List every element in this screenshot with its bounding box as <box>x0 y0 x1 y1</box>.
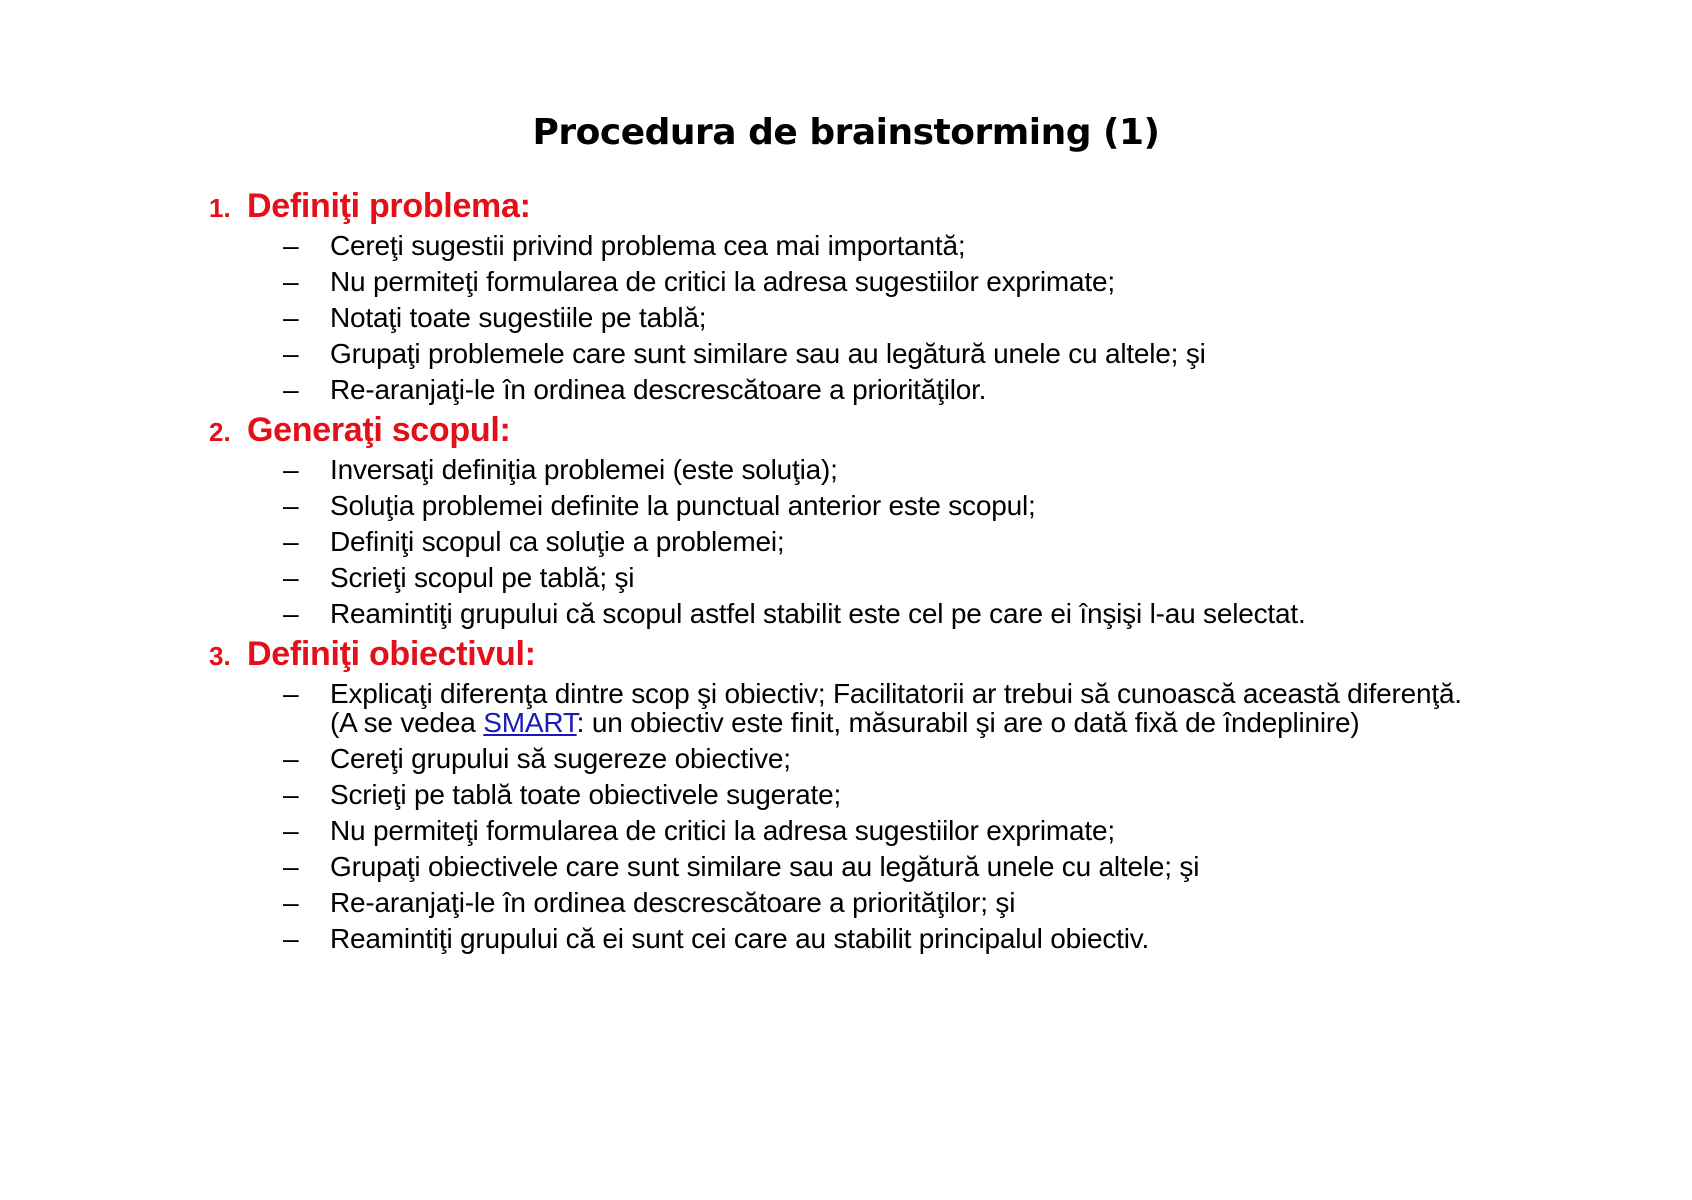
dash-bullet-icon: – <box>283 743 299 774</box>
smart-link[interactable]: SMART <box>483 707 577 738</box>
list-item-text: Scrieţi scopul pe tablă; şi <box>330 562 635 593</box>
list-item-text: Reamintiţi grupului că ei sunt cei care au stabilit principalul obiectiv. <box>330 923 1150 954</box>
list-item-text: Cereţi grupului să sugereze obiective; <box>330 743 791 774</box>
list-item <box>209 741 1509 777</box>
section-define-objective <box>209 632 1509 957</box>
list-item <box>209 488 1509 524</box>
list-item <box>209 560 1509 596</box>
list-item-text: Grupaţi obiectivele care sunt similare sau au legătură unele cu altele; şi <box>330 851 1200 882</box>
list-item-text: Notaţi toate sugestiile pe tablă; <box>330 302 707 333</box>
text-after-link: : un obiectiv este finit, măsurabil şi are o dată fixă de îndeplinire) <box>576 707 1360 738</box>
dash-bullet-icon: – <box>283 454 299 485</box>
dash-bullet-icon: – <box>283 562 299 593</box>
list-item <box>209 264 1509 300</box>
dash-bullet-icon: – <box>283 526 299 557</box>
list-item-text: Grupaţi problemele care sunt similare sau au legătură unele cu altele; şi <box>330 338 1206 369</box>
section-title: Definiţi problema: <box>247 187 531 225</box>
list-item <box>209 372 1509 408</box>
dash-bullet-icon: – <box>283 302 299 333</box>
list-item <box>209 228 1509 264</box>
list-item <box>209 921 1509 957</box>
dash-bullet-icon: – <box>283 678 299 709</box>
section-generate-goal <box>209 408 1509 632</box>
list-item-text: Nu permiteţi formularea de critici la adresa sugestiilor exprimate; <box>330 815 1115 846</box>
dash-bullet-icon: – <box>283 598 299 629</box>
text-before-link: Explicaţi diferenţa dintre scop şi obiectiv; Facilitatorii ar trebui să cunoască această diferenţă. (A se vedea <box>330 678 1462 738</box>
section-title: Definiţi obiectivul: <box>247 635 536 673</box>
section-heading <box>209 184 1509 228</box>
list-item <box>209 777 1509 813</box>
list-item <box>209 813 1509 849</box>
section-define-problem <box>209 184 1509 408</box>
list-item <box>209 676 1509 741</box>
section-number: 3. <box>209 641 231 671</box>
dash-bullet-icon: – <box>283 266 299 297</box>
content-body <box>209 184 1509 957</box>
list-item <box>209 596 1509 632</box>
bullet-list <box>209 228 1509 408</box>
dash-bullet-icon: – <box>283 779 299 810</box>
list-item-text: Nu permiteţi formularea de critici la adresa sugestiilor exprimate; <box>330 266 1115 297</box>
list-item-text: Re-aranjaţi-le în ordinea descrescătoare a priorităţilor; şi <box>330 887 1016 918</box>
section-number: 2. <box>209 417 231 447</box>
list-item <box>209 885 1509 921</box>
list-item-text: Definiţi scopul ca soluţie a problemei; <box>330 526 785 557</box>
dash-bullet-icon: – <box>283 887 299 918</box>
section-title: Generaţi scopul: <box>247 411 511 449</box>
list-item-text <box>330 679 1470 737</box>
section-number: 1. <box>209 193 231 223</box>
dash-bullet-icon: – <box>283 338 299 369</box>
section-heading <box>209 408 1509 452</box>
list-item <box>209 849 1509 885</box>
bullet-list <box>209 452 1509 632</box>
dash-bullet-icon: – <box>283 230 299 261</box>
dash-bullet-icon: – <box>283 490 299 521</box>
dash-bullet-icon: – <box>283 815 299 846</box>
list-item-text: Inversaţi definiţia problemei (este soluţia); <box>330 454 838 485</box>
bullet-list <box>209 676 1509 957</box>
list-item <box>209 524 1509 560</box>
list-item-text: Reamintiţi grupului că scopul astfel stabilit este cel pe care ei înşişi l-au selectat. <box>330 598 1306 629</box>
list-item-text: Re-aranjaţi-le în ordinea descrescătoare a priorităţilor. <box>330 374 987 405</box>
list-item <box>209 452 1509 488</box>
dash-bullet-icon: – <box>283 851 299 882</box>
list-item-text: Scrieţi pe tablă toate obiectivele sugerate; <box>330 779 842 810</box>
dash-bullet-icon: – <box>283 374 299 405</box>
list-item <box>209 336 1509 372</box>
list-item <box>209 300 1509 336</box>
list-item-text: Soluţia problemei definite la punctual anterior este scopul; <box>330 490 1036 521</box>
list-item-text: Cereţi sugestii privind problema cea mai importantă; <box>330 230 966 261</box>
section-heading <box>209 632 1509 676</box>
page-title: Procedura de brainstorming (1) <box>532 112 1160 153</box>
dash-bullet-icon: – <box>283 923 299 954</box>
